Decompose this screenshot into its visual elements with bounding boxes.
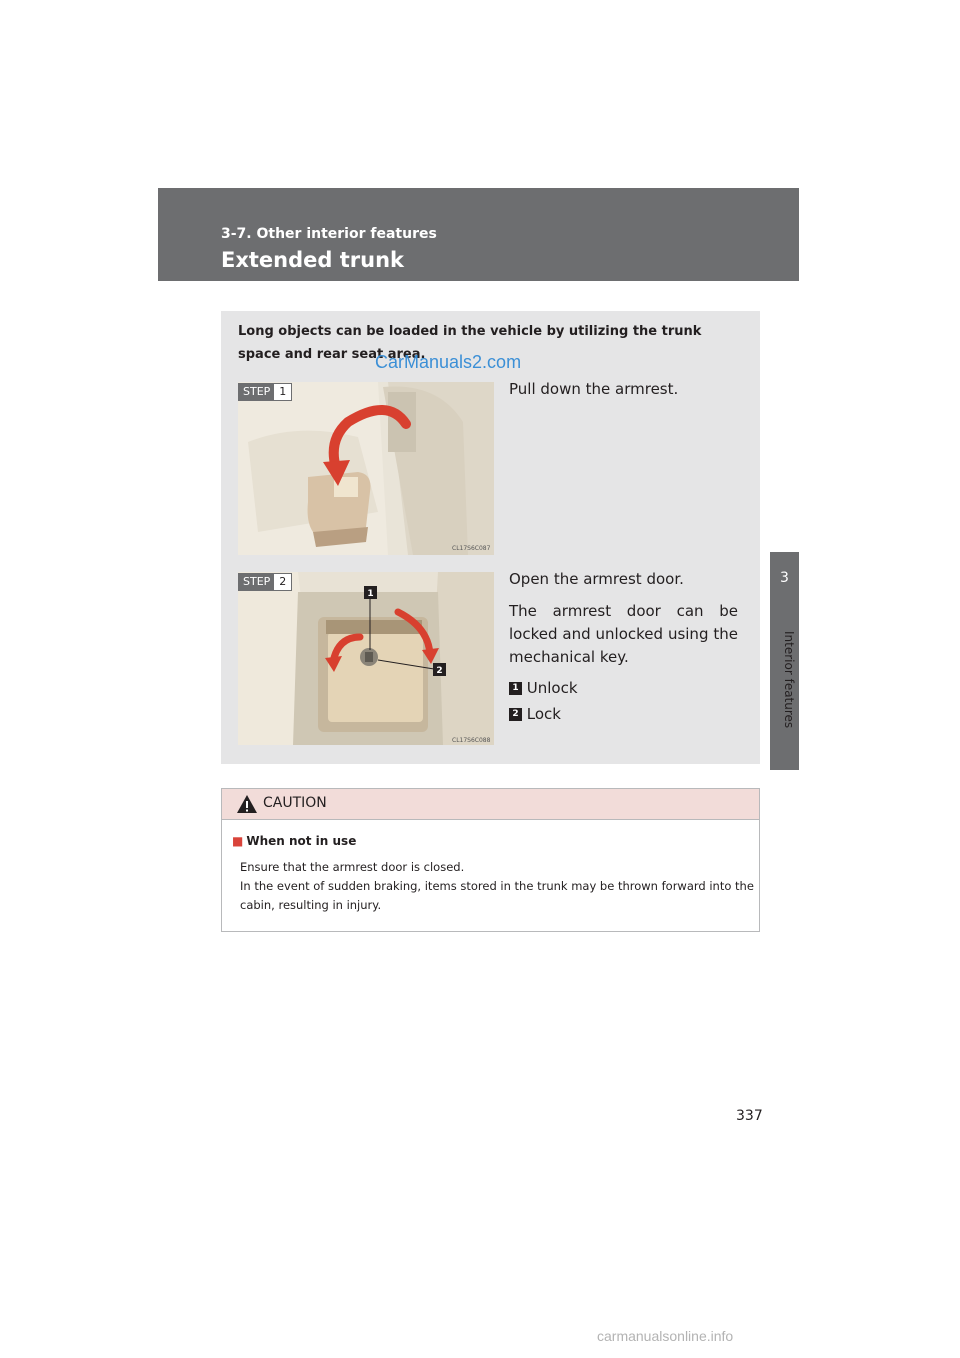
- step-number: 1: [279, 385, 287, 398]
- legend-item-lock: [509, 703, 561, 726]
- callout-1-number: 1: [367, 589, 374, 599]
- step-2-label: [238, 573, 292, 591]
- section-title: 3-7. Other interior features: [221, 226, 437, 242]
- footer-watermark: carmanualsonline.info: [597, 1328, 734, 1344]
- callout-2-number: 2: [436, 666, 443, 676]
- image-code: CL17S6C087: [452, 545, 491, 552]
- step-word: STEP: [239, 574, 274, 590]
- armrest-door-lock-illustration: [238, 572, 494, 745]
- chapter-number: 3: [780, 570, 789, 586]
- caution-box: [221, 788, 760, 932]
- intro-text: Long objects can be loaded in the vehicle by utilizing the trunk space and rear seat area.: [238, 324, 702, 362]
- watermark-text: CarManuals2.com: [375, 352, 522, 372]
- caution-line: In the event of sudden braking, items stored in the trunk may be thrown forward into the cabin, resulting in injury.: [240, 879, 754, 912]
- legend-label: Lock: [526, 705, 561, 723]
- page-number: 337: [736, 1108, 763, 1124]
- step-2-detail: The armrest door can be locked and unlocked using the mechanical key.: [509, 602, 738, 666]
- step-word: STEP: [239, 384, 274, 400]
- caution-line: Ensure that the armrest door is closed.: [240, 860, 465, 874]
- number-1-icon: 1: [509, 682, 522, 695]
- number-2-icon: 2: [509, 708, 522, 721]
- caution-header: [222, 789, 759, 820]
- red-square-bullet-icon: ■: [232, 834, 244, 848]
- step-1-label: [238, 383, 292, 401]
- image-code: CL17S6C088: [452, 737, 491, 744]
- caution-subtitle-text: When not in use: [246, 834, 357, 848]
- legend-item-unlock: [509, 677, 578, 700]
- step-number: 2: [279, 575, 287, 588]
- page-title: Extended trunk: [221, 248, 405, 272]
- armrest-pull-down-illustration: [238, 382, 494, 555]
- caution-subtitle: [232, 834, 356, 848]
- step-2-text: Open the armrest door.: [509, 570, 684, 588]
- step-1-text: Pull down the armrest.: [509, 380, 679, 398]
- chapter-label: Interior features: [782, 631, 796, 729]
- caution-body: [240, 858, 757, 915]
- caution-title: CAUTION: [263, 795, 327, 811]
- legend-label: Unlock: [526, 679, 578, 697]
- warning-triangle-icon: [236, 794, 258, 814]
